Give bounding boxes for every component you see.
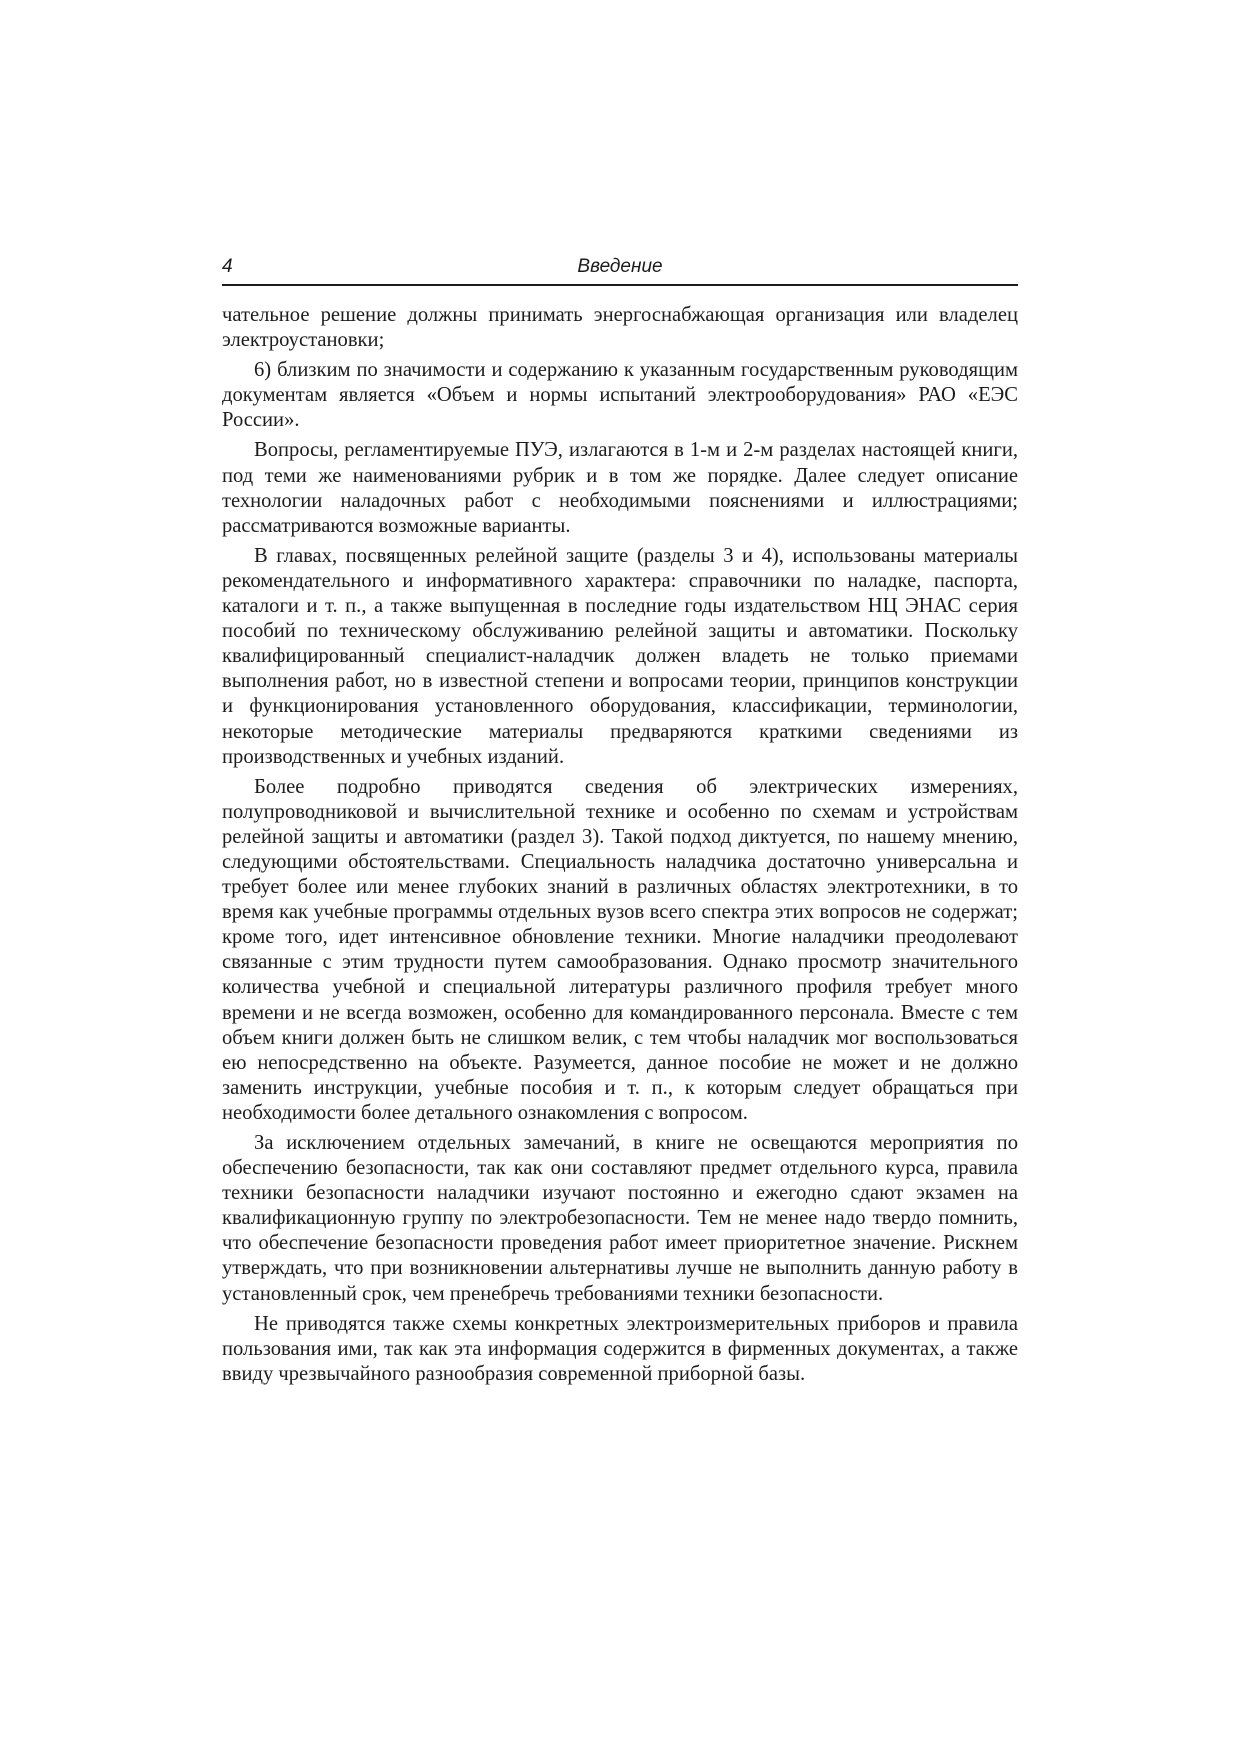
running-header xyxy=(222,254,1018,286)
body-text xyxy=(222,303,1018,1392)
paragraph-pue-questions: Вопросы, регламентируемые ПУЭ, излагаются в 1-м и 2-м разделах настоящей книги, под теми же наименованиями рубрик и в том же порядке. Далее следует описание технологии наладочных работ с необходимыми пояснениями и иллюстрациями; рассматриваются возможные варианты. xyxy=(222,439,1018,537)
book-page xyxy=(222,0,1018,1755)
paragraph-safety: За исключением отдельных замечаний, в книге не освещаются мероприятия по обеспечению безопасности, так как они составляют предмет отдельного курса, правила техники безопасности наладчики изучают постоянно и ежегодно сдают экзамен на квалификационную группу по электробезопасности. Тем не менее надо твердо помнить, что обеспечение безопасности проведения работ имеет приоритетное значение. Рискнем утверждать, что при возникновении альтернативы лучше не выполнить данную работу в установленный срок, чем пренебречь требованиями техники безопасности. xyxy=(222,1132,1018,1305)
paragraph-relay-protection: В главах, посвященных релейной защите (разделы 3 и 4), использованы материалы рекомендательного и информативного характера: справочники по наладке, паспорта, каталоги и т. п., а также выпущенная в последние годы издательством НЦ ЭНАС серия пособий по техническому обслуживанию релейной защиты и автоматики. Поскольку квалифицированный специалист-наладчик должен владеть не только приемами выполнения работ, но в известной степени и вопросами теории, принципов конструкции и функционирования установленного оборудования, классификации, терминологии, некоторые методические материалы предваряются краткими сведениями из производственных и учебных изданий. xyxy=(222,544,1018,768)
section-title: Введение xyxy=(577,256,663,277)
paragraph-instruments: Не приводятся также схемы конкретных электроизмерительных приборов и правила пользования ими, так как эта информация содержится в фирменных документах, а также ввиду чрезвычайного разнообразия современной приборной базы. xyxy=(222,1312,1018,1385)
paragraph-list-item-6: 6) близким по значимости и содержанию к указанным государственным руководящим документам является «Объем и нормы испытаний электрооборудования» РАО «ЕЭС России». xyxy=(222,359,1018,432)
paragraph-measurements: Более подробно приводятся сведения об электрических измерениях, полупроводниковой и вычислительной технике и особенно по схемам и устройствам релейной защиты и автоматики (раздел 3). Такой подход диктуется, по нашему мнению, следующими обстоятельствами. Специальность наладчика достаточно универсальна и требует более или менее глубоких знаний в различных областях электротехники, в то время как учебные программы отдельных вузов всего спектра этих вопросов не содержат; кроме того, идет интенсивное обновление техники. Многие наладчики преодолевают связанные с этим трудности путем самообразования. Однако просмотр значительного количества учебной и специальной литературы различного профиля требует много времени и не всегда возможен, особенно для командированного персонала. Вместе с тем объем книги должен быть не слишком велик, с тем чтобы наладчик мог воспользоваться ею непосредственно на объекте. Разумеется, данное пособие не может и не должно заменить инструкции, учебные пособия и т. п., к которым следует обращаться при необходимости более детального ознакомления с вопросом. xyxy=(222,775,1018,1124)
page-number: 4 xyxy=(222,256,233,277)
paragraph-continued: чательное решение должны принимать энергоснабжающая организация или владелец электроустановки; xyxy=(222,304,1018,352)
